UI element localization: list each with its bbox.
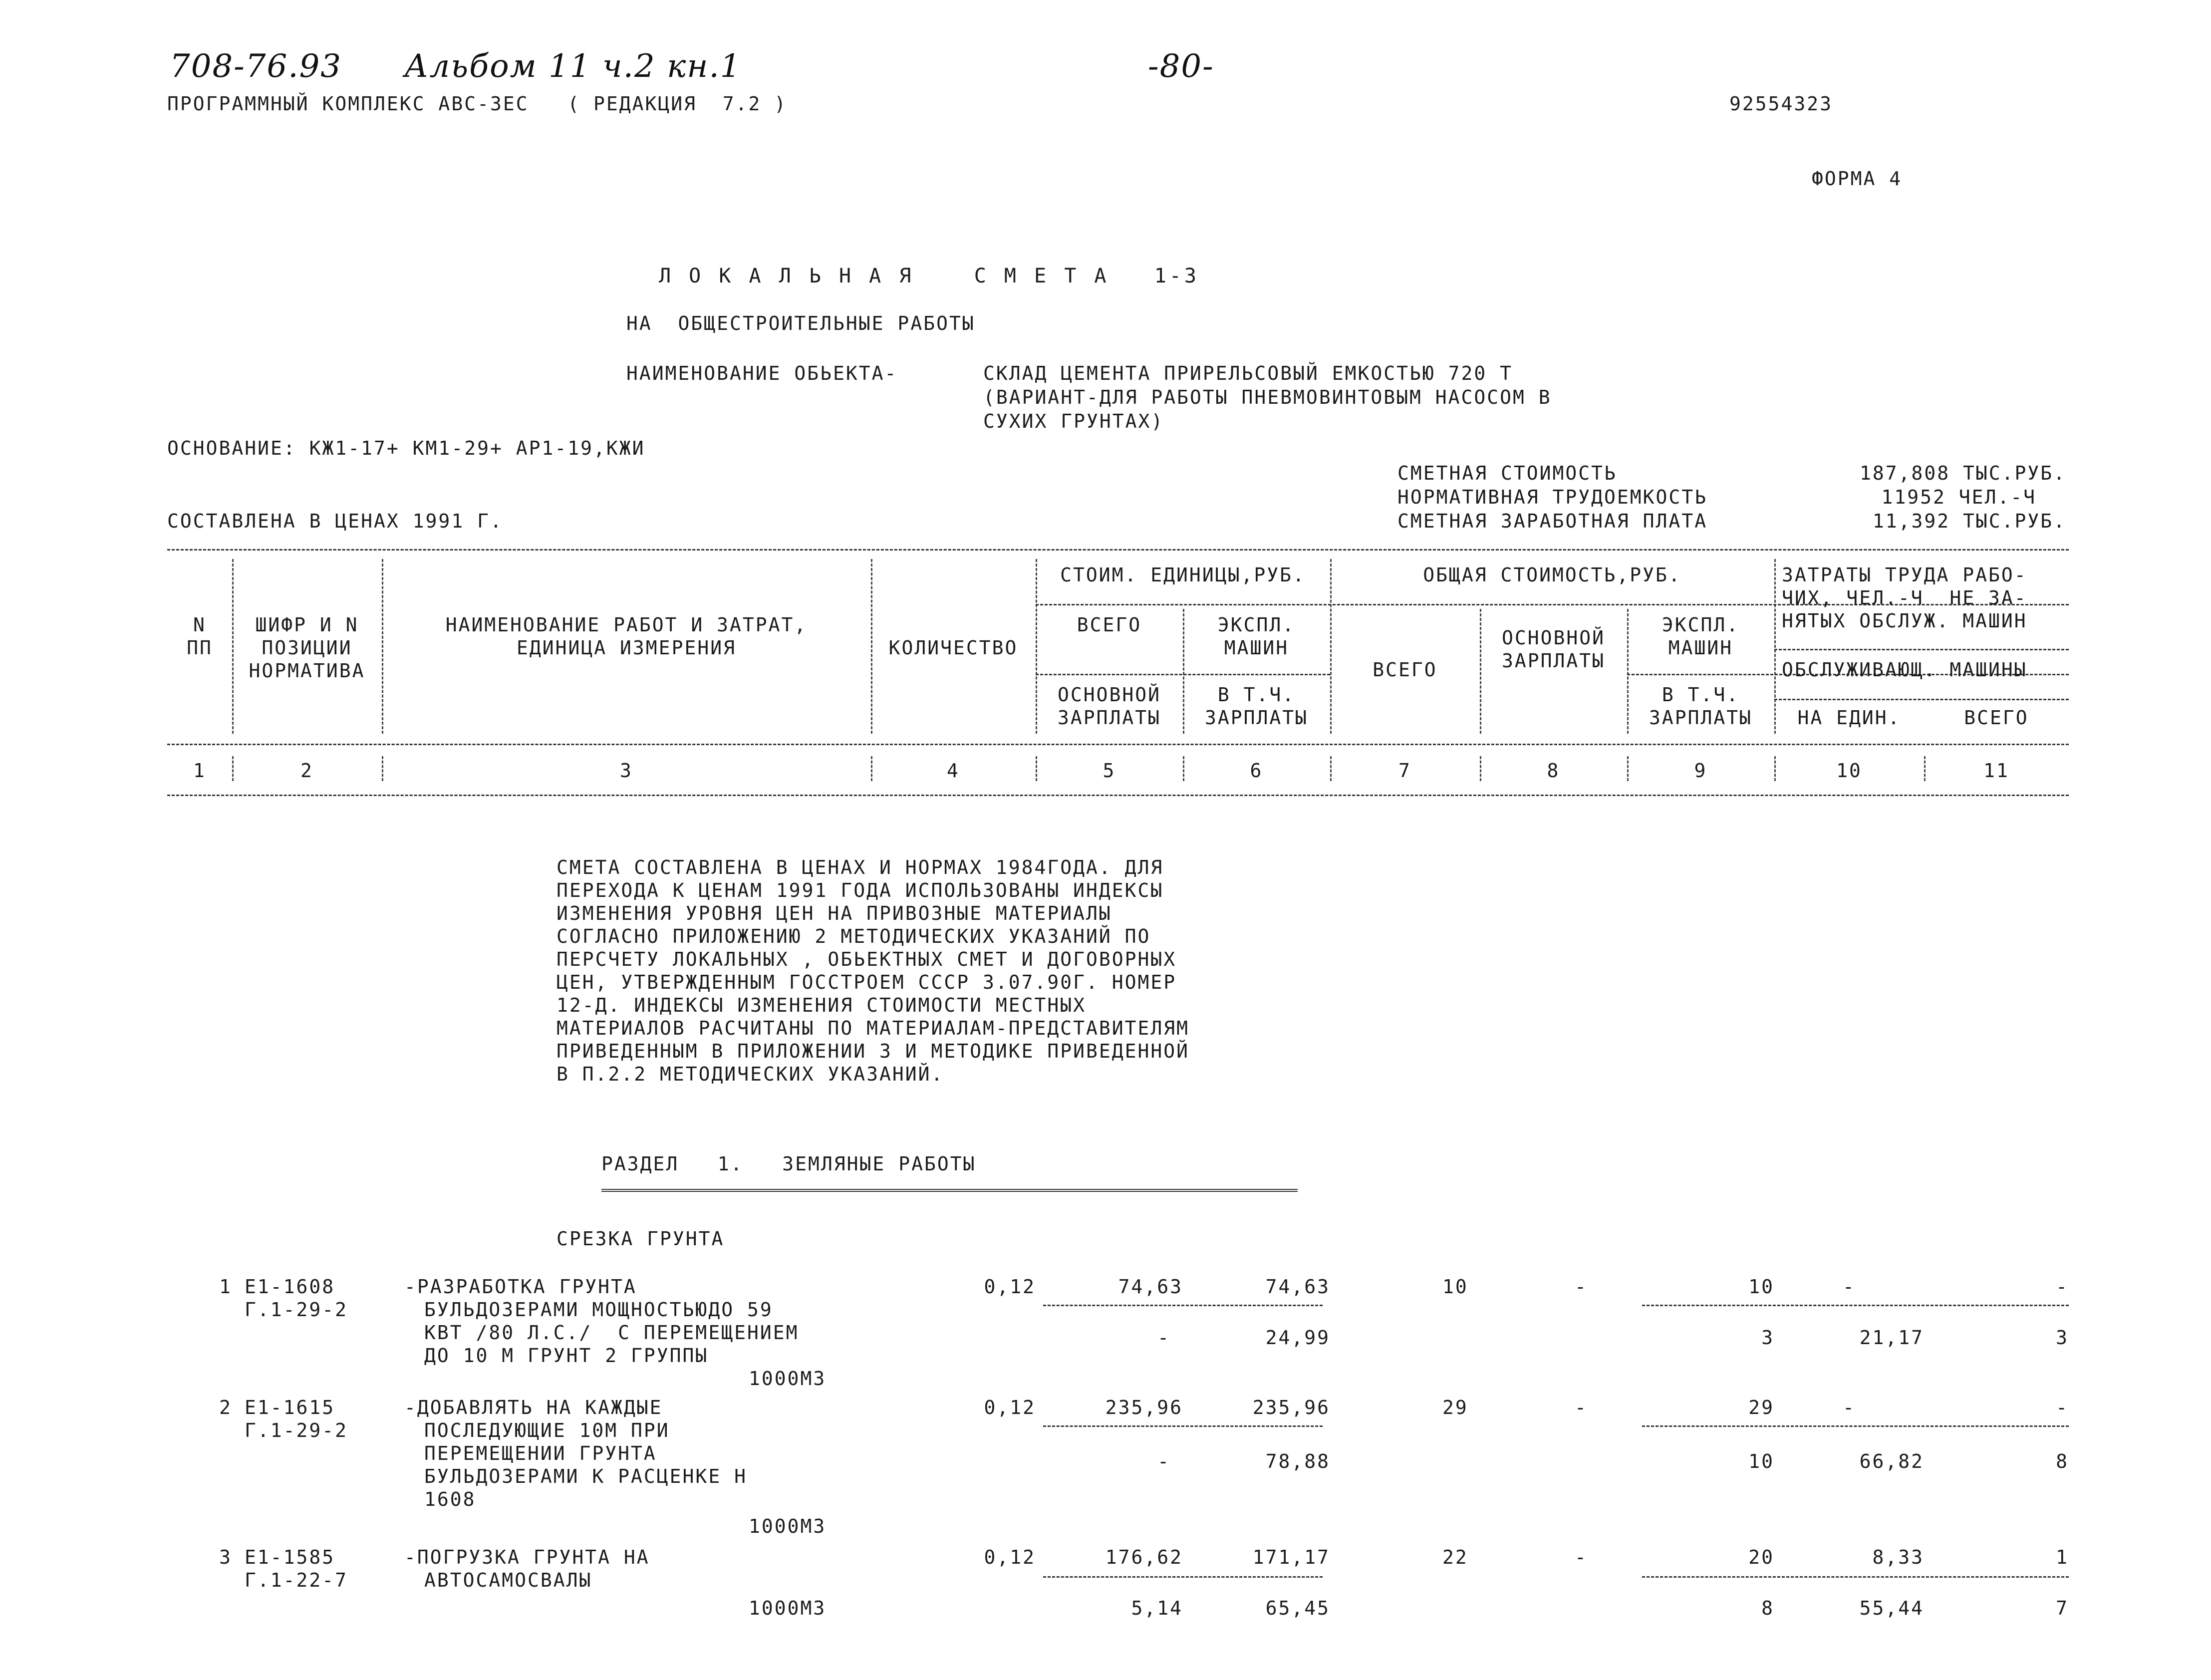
col-number-7: 7 xyxy=(1398,760,1411,782)
note-line: В П.2.2 МЕТОДИЧЕСКИХ УКАЗАНИЙ. xyxy=(556,1063,944,1085)
header-labor-1: ЗАТРАТЫ ТРУДА РАБО- xyxy=(1782,564,2027,586)
row-number: 3 xyxy=(219,1546,232,1568)
row-unit: 1000М3 xyxy=(749,1597,827,1619)
row-labor-unit-bottom: 55,44 xyxy=(1859,1597,1924,1619)
row-uc-machines: 74,63 xyxy=(1265,1276,1330,1298)
row-code: Е1-1608 xyxy=(245,1276,335,1298)
object-line-1: СКЛАД ЦЕМЕНТА ПРИРЕЛЬСОВЫЙ ЕМКОСТЬЮ 720 Т xyxy=(983,362,1513,384)
header-labor-2: ЧИХ, ЧЕЛ.-Ч НЕ ЗА- xyxy=(1782,587,2027,609)
row-cell-rule xyxy=(1642,1576,2069,1578)
summary-value-wages: 11,392 ТЫС.РУБ. xyxy=(1872,510,2066,532)
note-line: СМЕТА СОСТАВЛЕНА В ЦЕНАХ И НОРМАХ 1984ГОДА. ДЛЯ xyxy=(556,856,1164,878)
row-cell-rule xyxy=(1642,1305,2069,1306)
note-line: ЦЕН, УТВЕРЖДЕННЫМ ГОССТРОЕМ СССР 3.07.90Г. НОМЕР xyxy=(556,971,1177,993)
header-code-1: ШИФР И N xyxy=(255,614,359,636)
header-uc-base-1: ОСНОВНОЙ xyxy=(1057,684,1161,706)
summary-value-labor: 11952 ЧЕЛ.-Ч xyxy=(1881,486,2036,508)
header-sub-rule xyxy=(1774,649,2069,650)
row-quantity: 0,12 xyxy=(984,1397,1036,1418)
col-number-2: 2 xyxy=(300,760,313,782)
row-uc-base: 5,14 xyxy=(1131,1597,1183,1619)
section-underline xyxy=(601,1189,1298,1192)
row-tc-base: - xyxy=(1575,1276,1588,1298)
header-unit-cost: СТОИМ. ЕДИНИЦЫ,РУБ. xyxy=(1060,564,1306,586)
object-line-3: СУХИХ ГРУНТАХ) xyxy=(983,410,1164,432)
row-tc-total: 10 xyxy=(1442,1276,1468,1298)
basis-line: ОСНОВАНИЕ: КЖ1-17+ КМ1-29+ АР1-19,КЖИ xyxy=(167,437,645,459)
row-name-line: ДО 10 М ГРУНТ 2 ГРУППЫ xyxy=(424,1345,709,1367)
col-number-divider xyxy=(1924,756,1926,781)
program-line: ПРОГРАММНЫЙ КОМПЛЕКС АВС-ЗЕС ( РЕДАКЦИЯ 7.2 ) xyxy=(167,93,788,115)
header-name-1: НАИМЕНОВАНИЕ РАБОТ И ЗАТРАТ, xyxy=(445,614,808,636)
header-code-2: ПОЗИЦИИ xyxy=(262,637,352,659)
row-tc-base: - xyxy=(1575,1546,1588,1568)
row-name-line: ПОСЛЕДУЮЩИЕ 10М ПРИ xyxy=(424,1419,670,1441)
header-tc-base-1: ОСНОВНОЙ xyxy=(1501,627,1606,649)
row-quantity: 0,12 xyxy=(984,1276,1036,1298)
row-tc-machines: 20 xyxy=(1748,1546,1774,1568)
note-line: МАТЕРИАЛОВ РАСЧИТАНЫ ПО МАТЕРИАЛАМ-ПРЕДСТАВИТЕЛЯМ xyxy=(556,1017,1190,1039)
col-number-divider xyxy=(1627,756,1629,781)
note-line: ПЕРЕХОДА К ЦЕНАМ 1991 ГОДА ИСПОЛЬЗОВАНЫ ИНДЕКСЫ xyxy=(556,879,1164,901)
row-tc-machines: 10 xyxy=(1748,1276,1774,1298)
row-number: 2 xyxy=(219,1397,232,1418)
header-labor-unit: НА ЕДИН. xyxy=(1797,707,1901,729)
row-labor-unit: - xyxy=(1843,1276,1856,1298)
header-labor-total: ВСЕГО xyxy=(1964,707,2029,729)
page-subtitle: НА ОБЩЕСТРОИТЕЛЬНЫЕ РАБОТЫ xyxy=(626,312,975,334)
col-number-divider xyxy=(382,756,383,781)
row-code-ref: Г.1-22-7 xyxy=(245,1569,348,1591)
row-name-line: -ДОБАВЛЯТЬ НА КАЖДЫЕ xyxy=(404,1397,663,1418)
row-code: Е1-1585 xyxy=(245,1546,335,1568)
header-uc-base-2: ЗАРПЛАТЫ xyxy=(1057,707,1161,729)
row-uc-base: - xyxy=(1157,1450,1170,1472)
row-name-line: КВТ /80 Л.С./ С ПЕРЕМЕЩЕНИЕМ xyxy=(424,1322,799,1344)
row-labor-unit-bottom: 66,82 xyxy=(1859,1450,1924,1472)
row-code: Е1-1615 xyxy=(245,1397,335,1418)
header-total-cost: ОБЩАЯ СТОИМОСТЬ,РУБ. xyxy=(1423,564,1681,586)
note-line: ИЗМЕНЕНИЯ УРОВНЯ ЦЕН НА ПРИВОЗНЫЕ МАТЕРИАЛЫ xyxy=(556,902,1112,924)
row-name-line: БУЛЬДОЗЕРАМИ К РАСЦЕНКЕ Н xyxy=(424,1465,747,1487)
row-name-line: БУЛЬДОЗЕРАМИ МОЩНОСТЬЮДО 59 xyxy=(424,1299,773,1321)
document-number: 92554323 xyxy=(1729,93,1833,115)
header-code-3: НОРМАТИВА xyxy=(249,660,365,682)
summary-label-cost: СМЕТНАЯ СТОИМОСТЬ xyxy=(1397,462,1617,484)
row-labor-unit: 8,33 xyxy=(1872,1546,1924,1568)
col-number-10: 10 xyxy=(1836,760,1862,782)
col-number-divider xyxy=(1774,756,1776,781)
header-sub-rule xyxy=(1774,699,2069,700)
row-labor-total-bottom: 3 xyxy=(2056,1327,2069,1349)
row-tc-machines: 29 xyxy=(1748,1397,1774,1418)
col-number-4: 4 xyxy=(947,760,960,782)
header-num-2: ПП xyxy=(187,637,213,659)
section-title: РАЗДЕЛ 1. ЗЕМЛЯНЫЕ РАБОТЫ xyxy=(601,1153,976,1175)
header-bottom-rule xyxy=(167,795,2069,796)
col-number-6: 6 xyxy=(1250,760,1263,782)
row-quantity: 0,12 xyxy=(984,1546,1036,1568)
col-number-divider xyxy=(1036,756,1037,781)
header-uc-total: ВСЕГО xyxy=(1077,614,1142,636)
col-number-5: 5 xyxy=(1103,760,1116,782)
subsection-title: СРЕЗКА ГРУНТА xyxy=(556,1228,725,1250)
header-tc-incl-1: В Т.Ч. xyxy=(1661,684,1740,706)
row-code-ref: Г.1-29-2 xyxy=(245,1299,348,1321)
handwritten-page-number: -80- xyxy=(1148,48,1214,85)
composed-line: СОСТАВЛЕНА В ЦЕНАХ 1991 Г. xyxy=(167,510,503,532)
col-number-8: 8 xyxy=(1547,760,1560,782)
header-uc-machines-1: ЭКСПЛ. xyxy=(1217,614,1296,636)
header-top-rule xyxy=(167,549,2069,551)
col-number-11: 11 xyxy=(1983,760,2009,782)
handwritten-code: 708-76.93 xyxy=(170,48,342,85)
header-tc-total: ВСЕГО xyxy=(1373,659,1437,681)
note-line: ПРИВЕДЕННЫМ В ПРИЛОЖЕНИИ 3 И МЕТОДИКЕ ПРИВЕДЕННОЙ xyxy=(556,1040,1190,1062)
row-labor-total: 1 xyxy=(2056,1546,2069,1568)
row-cell-rule xyxy=(1642,1425,2069,1427)
row-name-line: АВТОСАМОСВАЛЫ xyxy=(424,1569,592,1591)
row-code-ref: Г.1-29-2 xyxy=(245,1419,348,1441)
row-uc-total: 235,96 xyxy=(1105,1397,1183,1418)
header-uc-incl-2: ЗАРПЛАТЫ xyxy=(1204,707,1309,729)
note-line: СОГЛАСНО ПРИЛОЖЕНИЮ 2 МЕТОДИЧЕСКИХ УКАЗАНИЙ ПО xyxy=(556,925,1151,947)
col-number-divider xyxy=(1183,756,1184,781)
row-unit: 1000М3 xyxy=(749,1368,827,1390)
row-tc-base: - xyxy=(1575,1397,1588,1418)
header-num-1: N xyxy=(193,614,206,636)
header-name-2: ЕДИНИЦА ИЗМЕРЕНИЯ xyxy=(517,637,736,659)
row-number: 1 xyxy=(219,1276,232,1298)
summary-label-wages: СМЕТНАЯ ЗАРАБОТНАЯ ПЛАТА xyxy=(1397,510,1708,532)
row-labor-total: - xyxy=(2056,1397,2069,1418)
col-number-divider xyxy=(232,756,234,781)
row-labor-unit-bottom: 21,17 xyxy=(1859,1327,1924,1349)
object-label: НАИМЕНОВАНИЕ ОБЬЕКТА- xyxy=(626,362,898,384)
summary-label-labor: НОРМАТИВНАЯ ТРУДОЕМКОСТЬ xyxy=(1397,486,1708,508)
object-line-2: (ВАРИАНТ-ДЛЯ РАБОТЫ ПНЕВМОВИНТОВЫМ НАСОСОМ В xyxy=(983,386,1552,408)
row-uc-base: - xyxy=(1157,1327,1170,1349)
row-cell-rule xyxy=(1043,1305,1323,1306)
row-uc-machines: 171,17 xyxy=(1252,1546,1330,1568)
row-name-line: 1608 xyxy=(424,1488,476,1510)
header-tc-incl-2: ЗАРПЛАТЫ xyxy=(1649,707,1753,729)
col-number-1: 1 xyxy=(193,760,206,782)
header-labor-3: НЯТЫХ ОБСЛУЖ. МАШИН xyxy=(1782,610,2027,632)
header-labor-sub: ОБСЛУЖИВАЮЩ. МАШИНЫ xyxy=(1782,659,2027,681)
row-cell-rule xyxy=(1043,1425,1323,1427)
row-uc-machines: 235,96 xyxy=(1252,1397,1330,1418)
header-tc-machines-2: МАШИН xyxy=(1668,637,1733,659)
row-tc-total: 29 xyxy=(1442,1397,1468,1418)
col-number-3: 3 xyxy=(620,760,633,782)
note-line: 12-Д. ИНДЕКСЫ ИЗМЕНЕНИЯ СТОИМОСТИ МЕСТНЫХ xyxy=(556,994,1086,1016)
row-unit: 1000М3 xyxy=(749,1515,827,1537)
row-tc-incl: 8 xyxy=(1761,1597,1774,1619)
row-uc-incl: 65,45 xyxy=(1265,1597,1330,1619)
page-title: Л О К А Л Ь Н А Я С М Е Т А 1-3 xyxy=(659,265,1199,287)
row-name-line: -РАЗРАБОТКА ГРУНТА xyxy=(404,1276,637,1298)
row-labor-total-bottom: 7 xyxy=(2056,1597,2069,1619)
header-sub-rule xyxy=(1036,674,1330,675)
row-cell-rule xyxy=(1043,1576,1323,1578)
row-labor-unit: - xyxy=(1843,1397,1856,1418)
row-uc-total: 74,63 xyxy=(1118,1276,1183,1298)
col-number-divider xyxy=(871,756,872,781)
row-uc-total: 176,62 xyxy=(1105,1546,1183,1568)
col-number-divider xyxy=(1330,756,1332,781)
note-line: ПЕРСЧЕТУ ЛОКАЛЬНЫХ , ОБЬЕКТНЫХ СМЕТ И ДОГОВОРНЫХ xyxy=(556,948,1177,970)
header-uc-incl-1: В Т.Ч. xyxy=(1217,684,1296,706)
row-labor-total: - xyxy=(2056,1276,2069,1298)
row-uc-incl: 24,99 xyxy=(1265,1327,1330,1349)
form-label: ФОРМА 4 xyxy=(1812,168,1903,190)
row-uc-incl: 78,88 xyxy=(1265,1450,1330,1472)
row-name-line: -ПОГРУЗКА ГРУНТА НА xyxy=(404,1546,650,1568)
row-name-line: ПЕРЕМЕЩЕНИИ ГРУНТА xyxy=(424,1442,657,1464)
header-mid-rule xyxy=(167,744,2069,745)
header-tc-machines-1: ЭКСПЛ. xyxy=(1661,614,1740,636)
header-uc-machines-2: МАШИН xyxy=(1224,637,1289,659)
summary-value-cost: 187,808 ТЫС.РУБ. xyxy=(1859,462,2066,484)
row-tc-incl: 10 xyxy=(1748,1450,1774,1472)
row-tc-incl: 3 xyxy=(1761,1327,1774,1349)
header-tc-base-2: ЗАРПЛАТЫ xyxy=(1501,650,1606,672)
row-labor-total-bottom: 8 xyxy=(2056,1450,2069,1472)
row-tc-total: 22 xyxy=(1442,1546,1468,1568)
header-quantity: КОЛИЧЕСТВО xyxy=(888,637,1018,659)
col-number-9: 9 xyxy=(1694,760,1707,782)
handwritten-album: Альбом 11 ч.2 кн.1 xyxy=(404,48,742,85)
col-number-divider xyxy=(1480,756,1481,781)
